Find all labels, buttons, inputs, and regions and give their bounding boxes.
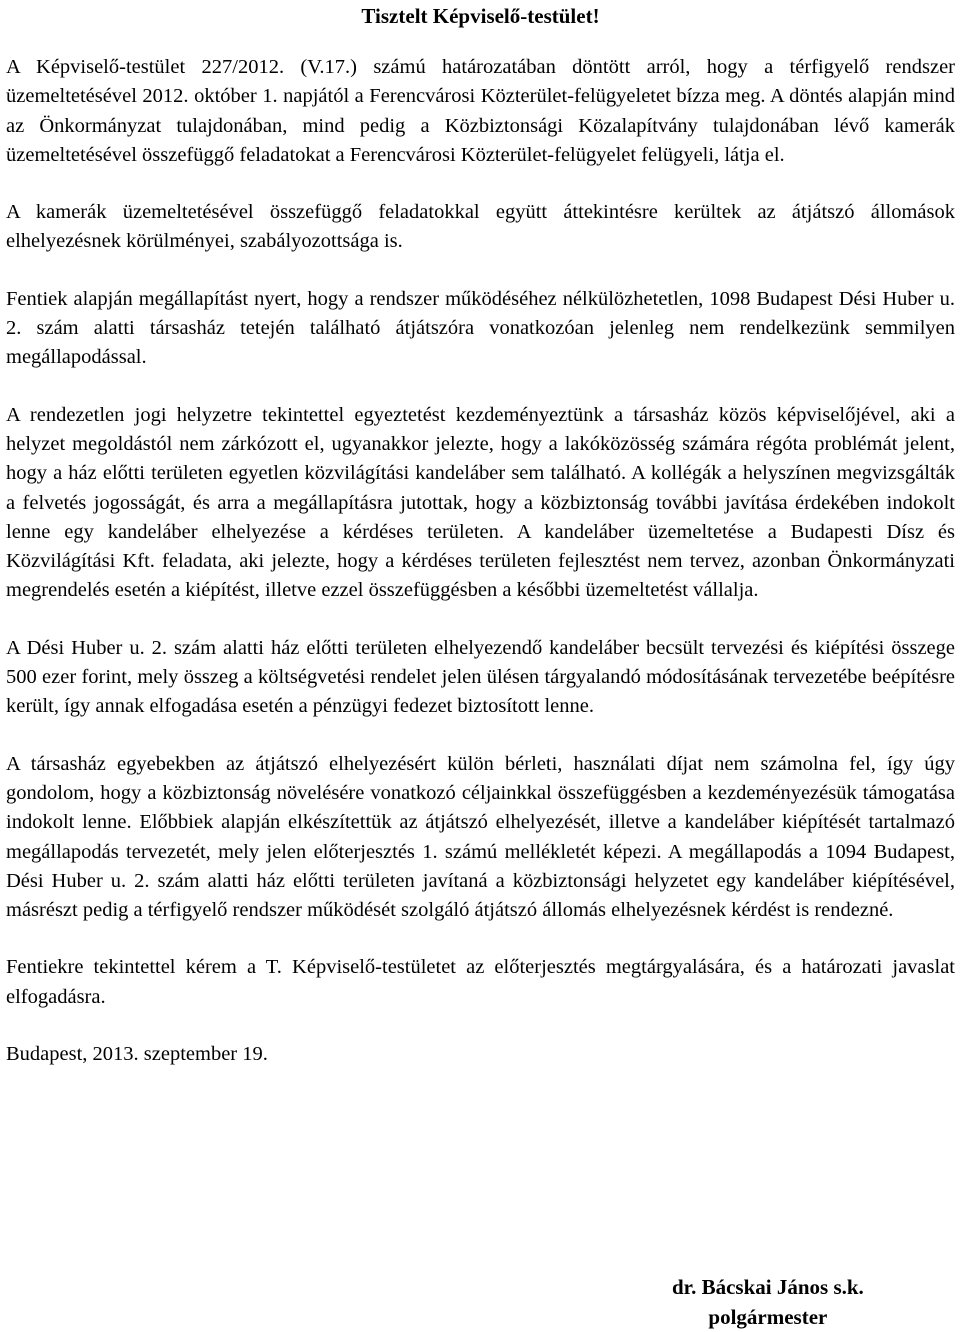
- paragraph-gap: [6, 722, 955, 750]
- paragraph-6: A társasház egyebekben az átjátszó elhelyezésért külön bérleti, használati díjat nem számolna fel, így úgy gondolom, hogy a közbiztonság növelésére vonatkozó céljainkkal összefüggésben a kezdeményezésük támogatása indokolt lenne. Előbbiek alapján elkészítettük az átjátszó elhelyezését, illetve a kandeláber kiépítését tartalmazó megállapodás tervezetét, mely jelen előterjesztés 1. számú mellékletét képezi. A megállapodás a 1094 Budapest, Dési Huber u. 2. szám alatti ház előtti területen javítaná a közbiztonsági helyzetet egy kandeláber kiépítésével, másrészt pedig a térfigyelő rendszer működését szolgáló átjátszó állomás elhelyezésnek kérdést is rendezné.: [6, 752, 955, 922]
- paragraph-gap: [6, 925, 955, 953]
- paragraph-gap: [6, 170, 955, 198]
- paragraph-gap: [6, 257, 955, 285]
- document-page: [6, 0, 955, 1069]
- paragraph-5: A Dési Huber u. 2. szám alatti ház előtti területen elhelyezendő kandeláber becsült tervezési és kiépítési összege 500 ezer forint, mely összeg a költségvetési rendelet jelen ülésen tárgyalandó módosításának tervezetébe beépítésre került, így annak elfogadása esetén a pénzügyi fedezet biztosított lenne.: [6, 636, 955, 718]
- document-date: Budapest, 2013. szeptember 19.: [6, 1043, 268, 1066]
- paragraph-gap: [6, 1012, 955, 1040]
- paragraph-gap: [6, 373, 955, 401]
- document-title: Tisztelt Képviselő-testület!: [361, 4, 600, 28]
- paragraph-4: A rendezetlen jogi helyzetre tekintettel egyeztetést kezdeményeztünk a társasház közös képviselőjével, aki a helyzet megoldástól nem zárkózott el, ugyanakkor jelezte, hogy a lakóközösség számára régóta problémát jelent, hogy a ház előtti területen egyetlen közvilágítási kandeláber sem található. A kollégák a helyszínen megvizsgálták a felvetés jogosságát, és arra a megállapításra jutottak, hogy a közbiztonság további javítása érdekében indokolt lenne egy kandeláber elhelyezése a kérdéses területen. A kandeláber üzemeltetése a Budapesti Dísz és Közvilágítási Kft. feladata, aki jelezte, hogy a kérdéses területen fejlesztést nem tervez, azonban Önkormányzati megrendelés esetén a kiépítést, illetve ezzel összefüggésben a későbbi üzemeltetést vállalja.: [6, 403, 955, 602]
- signature-role: polgármester: [708, 1305, 828, 1329]
- paragraph-7: Fentiekre tekintettel kérem a T. Képviselő-testületet az előterjesztés megtárgyalására, és a határozati javaslat elfogadásra.: [6, 956, 955, 1008]
- signature-block: [672, 1272, 864, 1332]
- signature-name: dr. Bácskai János s.k.: [672, 1275, 864, 1299]
- paragraph-2: A kamerák üzemeltetésével összefüggő feladatokkal együtt áttekintésre kerültek az átjátszó állomások elhelyezésnek körülményei, szabályozottsága is.: [6, 201, 955, 253]
- paragraph-gap: [6, 606, 955, 634]
- paragraph-1: A Képviselő-testület 227/2012. (V.17.) számú határozatában döntött arról, hogy a térfigyelő rendszer üzemeltetésével 2012. október 1. napjától a Ferencvárosi Közterület-felügyeletet bízza meg. A döntés alapján mind az Önkormányzat tulajdonában, mind pedig a Közbiztonsági Közalapítvány tulajdonában lévő kamerák üzemeltetésével összefüggő feladatokat a Ferencvárosi Közterület-felügyelet felügyeli, látja el.: [6, 56, 955, 166]
- paragraph-3: Fentiek alapján megállapítást nyert, hogy a rendszer működéséhez nélkülözhetetlen, 1098 Budapest Dési Huber u. 2. szám alatti társasház tetején található átjátszóra vonatkozóan jelenleg nem rendelkezünk semmilyen megállapodással.: [6, 287, 955, 369]
